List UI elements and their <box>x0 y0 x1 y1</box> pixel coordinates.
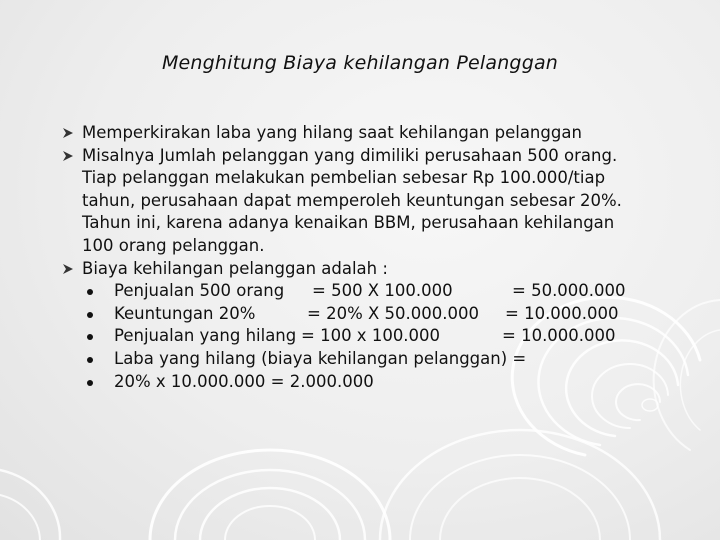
sub-bullet-text: Laba yang hilang (biaya kehilangan pelanggan) = <box>114 348 527 368</box>
list-item-continuation <box>0 235 720 258</box>
dot-bullet-icon <box>87 357 93 363</box>
bullet-text: Memperkirakan laba yang hilang saat kehilangan pelanggan <box>82 123 582 142</box>
list-item <box>0 122 720 145</box>
calc-result: = 10.000.000 <box>505 303 619 323</box>
calc-expression: = 500 X 100.000 <box>312 281 453 301</box>
bullet-text: Biaya kehilangan pelanggan adalah : <box>82 258 388 278</box>
bullet-list <box>0 122 720 393</box>
calc-expression: = 100 x 100.000 <box>301 326 441 346</box>
bullet-text: 100 orang pelanggan. <box>82 235 265 255</box>
dot-bullet-icon <box>87 289 93 295</box>
list-item-continuation <box>0 212 720 235</box>
sub-list-item <box>0 280 720 303</box>
calc-label: Keuntungan 20% <box>114 303 256 323</box>
dot-bullet-icon <box>87 312 93 318</box>
bullet-text: Tiap pelanggan melakukan pembelian sebesar Rp 100.000/tiap <box>82 168 606 188</box>
bullet-text: tahun, perusahaan dapat memperoleh keuntungan sebesar 20%. <box>82 190 622 210</box>
list-item <box>0 145 720 168</box>
sub-list-item <box>0 325 720 348</box>
calc-label: Penjualan yang hilang <box>114 326 297 346</box>
bullet-text: Tahun ini, karena adanya kenaikan BBM, perusahaan kehilangan <box>82 213 615 233</box>
list-item-continuation <box>0 167 720 190</box>
arrowhead-bullet-icon <box>62 263 74 275</box>
dot-bullet-icon <box>87 380 93 386</box>
page-title: Menghitung Biaya kehilangan Pelanggan <box>161 52 559 74</box>
calc-result: = 50.000.000 <box>512 281 626 301</box>
list-item <box>0 258 720 281</box>
dot-bullet-icon <box>87 334 93 340</box>
sub-list-item <box>0 371 720 394</box>
list-item-continuation <box>0 190 720 213</box>
bullet-text: Misalnya Jumlah pelanggan yang dimiliki perusahaan 500 orang. <box>82 145 618 165</box>
arrowhead-bullet-icon <box>62 127 74 139</box>
sub-bullet-text: 20% x 10.000.000 = 2.000.000 <box>114 371 374 391</box>
sub-list-item <box>0 348 720 371</box>
sub-list-item <box>0 303 720 326</box>
calc-label: Penjualan 500 orang <box>114 281 285 301</box>
arrowhead-bullet-icon <box>62 150 74 162</box>
calc-result: = 10.000.000 <box>502 326 616 346</box>
calc-expression: = 20% X 50.000.000 <box>307 303 480 323</box>
